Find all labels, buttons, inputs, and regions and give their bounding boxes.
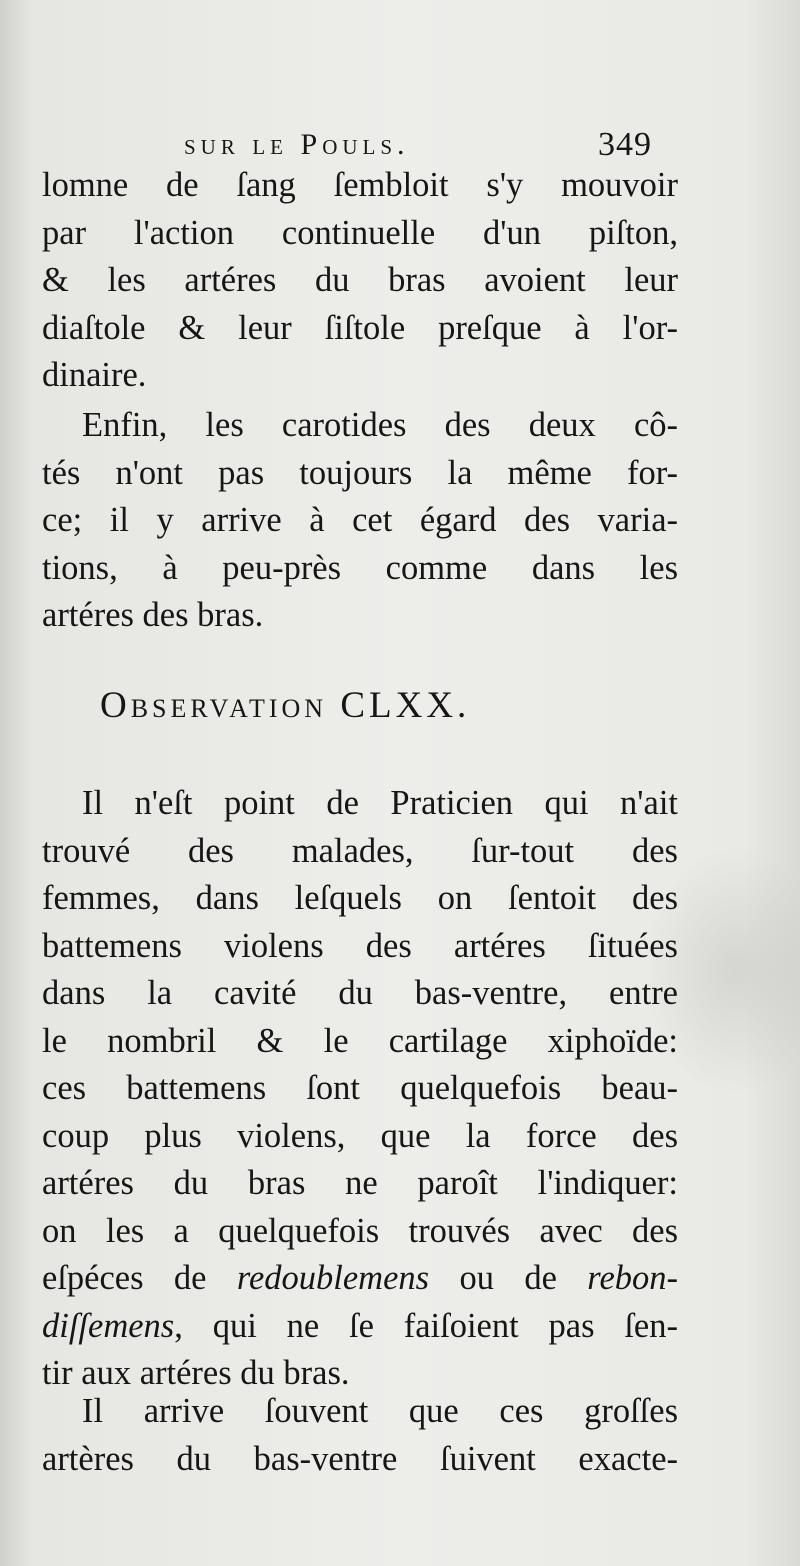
paragraph-4 <box>42 1388 678 1483</box>
paragraph-3 <box>42 780 678 1398</box>
italic-term: rebon- <box>587 1259 678 1297</box>
italic-term: diſſemens <box>42 1306 175 1345</box>
text-line: dinaire. <box>42 356 147 394</box>
text-line: coup plus violens, que la force des <box>42 1116 678 1155</box>
paragraph-1 <box>42 162 678 400</box>
text-line: tés n'ont pas toujours la même for- <box>42 453 678 492</box>
text-line: ce; il y arrive à cet égard des varia- <box>42 501 678 539</box>
text-line: Il arrive ſouvent que ces groſſes <box>82 1392 678 1430</box>
text-line: diaſtole & leur ſiſtole preſque à l'or- <box>42 308 678 347</box>
text-line: on les a quelquefois trouvés avec des <box>42 1211 678 1250</box>
text-line-mixed <box>42 1303 678 1351</box>
text-line: Enfin, les carotides des deux cô- <box>82 406 678 444</box>
text-line: femmes, dans leſquels on ſentoit des <box>42 879 678 917</box>
text-line: le nombril & le cartilage xiphoïde: <box>42 1021 678 1060</box>
text-line-mixed <box>42 1255 678 1303</box>
text-line: ces battemens ſont quelquefois beau- <box>42 1069 678 1107</box>
text-line: lomne de ſang ſembloit s'y mouvoir <box>42 166 678 204</box>
italic-term: redoublemens <box>236 1259 430 1297</box>
text-line: & les artéres du bras avoient leur <box>42 261 678 299</box>
text-line: Il n'eſt point de Praticien qui n'ait <box>82 784 678 822</box>
page-number: 349 <box>598 126 652 163</box>
text-run: ou de <box>459 1259 557 1297</box>
text-line: par l'action continuelle d'un piſton, <box>42 213 678 252</box>
text-run: eſpéces de <box>42 1259 207 1297</box>
running-head-title: sur le Pouls. <box>184 128 410 161</box>
text-line: tir aux artéres du bras. <box>42 1354 350 1392</box>
text-line: artéres du bras ne paroît l'indiquer: <box>42 1164 678 1202</box>
paragraph-2 <box>42 402 678 640</box>
text-line: artères du bas-ventre ſuivent exacte- <box>42 1439 678 1478</box>
text-line: dans la cavité du bas-ventre, entre <box>42 974 678 1012</box>
text-line: tions, à peu-près comme dans les <box>42 548 678 587</box>
text-line: battemens violens des artéres ſituées <box>42 926 678 965</box>
text-line: artéres des bras. <box>42 596 264 634</box>
text-line: trouvé des malades, ſur-tout des <box>42 831 678 870</box>
section-heading: Observation CLXX. <box>100 685 471 726</box>
text-run: , qui ne ſe faiſoient pas ſen- <box>174 1306 678 1345</box>
